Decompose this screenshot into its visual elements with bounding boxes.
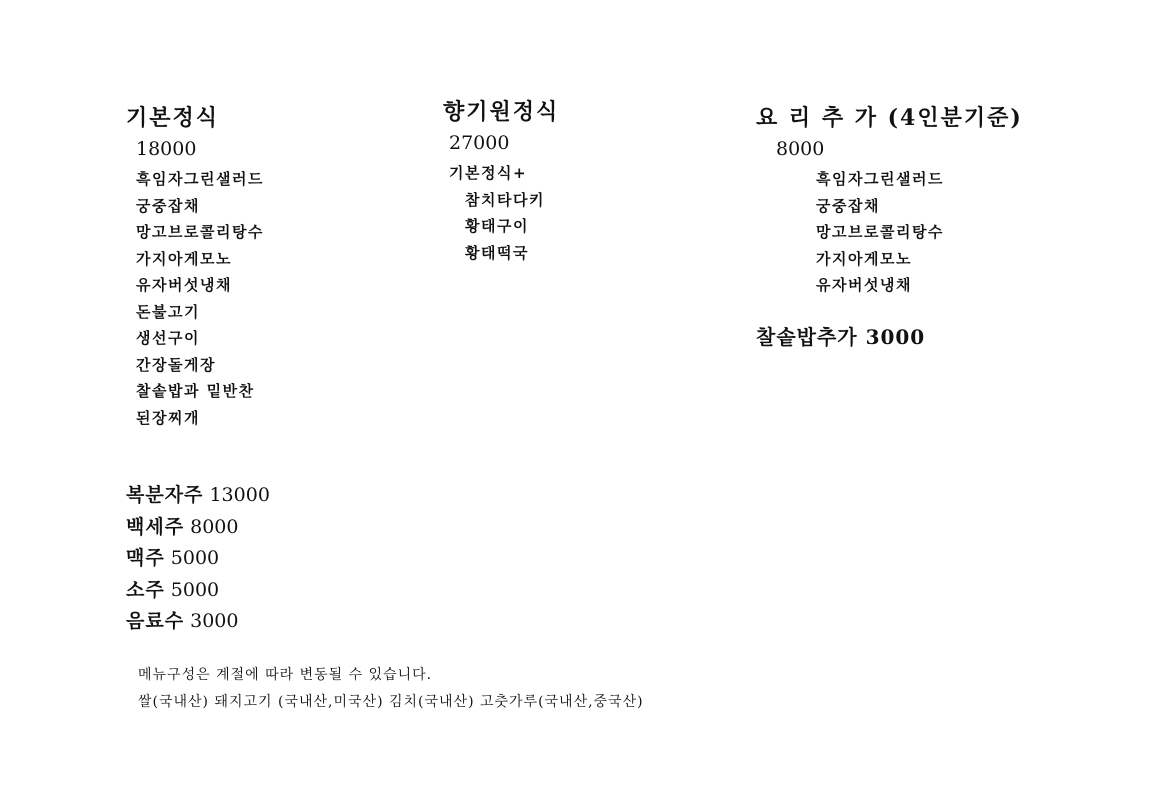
rice-addition: 찰솥밥추가 3000: [756, 324, 926, 349]
extra-dish-title: 요 리 추 가 (4인분기준): [756, 105, 1023, 131]
menu-item: 참치타다키: [465, 190, 545, 209]
extra-dish-price: 8000: [776, 138, 825, 160]
drink-name: 백세주: [126, 515, 185, 538]
menu-item: 가지아게모노: [136, 249, 232, 268]
basic-set-price: 18000: [136, 138, 197, 160]
drink-name: 소주: [126, 578, 165, 601]
menu-item: 궁중잡채: [816, 196, 880, 215]
basic-set-section: [126, 104, 406, 431]
drink-price: 13000: [209, 484, 270, 506]
menu-item: 망고브로콜리탕수: [816, 223, 944, 241]
menu-item: 생선구이: [136, 329, 200, 347]
hyanggiwon-set-items: [443, 160, 703, 266]
menu-item: 간장돌게장: [136, 355, 216, 374]
drink-row: [126, 512, 426, 544]
menu-item: 유자버섯냉채: [136, 276, 232, 294]
menu-item: 가지아게모노: [816, 249, 912, 268]
drink-price: 5000: [170, 578, 220, 601]
menu-item: 기본정식+: [449, 164, 528, 182]
menu-item: 흑임자그린샐러드: [816, 170, 944, 188]
drink-price: 8000: [190, 515, 239, 538]
menu-item: 망고브로콜리탕수: [136, 223, 264, 241]
drink-price: 5000: [170, 547, 220, 569]
basic-set-items: [126, 166, 406, 431]
drink-name: 음료수: [126, 610, 185, 632]
drink-name: 복분자주: [126, 484, 204, 506]
menu-item: 된장찌개: [136, 408, 200, 427]
notes-section: [138, 662, 1038, 716]
drinks-section: [126, 480, 426, 638]
extra-dish-section: [756, 104, 1136, 351]
drink-price: 3000: [190, 610, 239, 632]
drink-row: [126, 480, 426, 512]
drink-row: [126, 575, 426, 607]
menu-item: 황태떡국: [465, 243, 529, 262]
menu-item: 유자버섯냉채: [816, 276, 912, 294]
hyanggiwon-set-title: 향기원정식: [443, 99, 560, 125]
drink-row: [126, 543, 426, 575]
extra-dish-items: [756, 166, 1136, 299]
drink-name: 맥주: [126, 547, 165, 569]
hyanggiwon-set-price: 27000: [449, 132, 510, 154]
hyanggiwon-set-section: [443, 98, 703, 266]
menu-item: 흑임자그린샐러드: [136, 170, 264, 188]
basic-set-title: 기본정식: [126, 105, 220, 131]
menu-item: 찰솥밥과 밑반찬: [136, 382, 255, 400]
menu-item: 돈불고기: [136, 302, 200, 321]
menu-item: 궁중잡채: [136, 196, 200, 215]
menu-change-note: 메뉴구성은 계절에 따라 변동될 수 있습니다.: [138, 667, 433, 683]
origin-note: 쌀(국내산) 돼지고기 (국내산,미국산) 김치(국내산) 고춧가루(국내산,중국산): [138, 694, 644, 710]
menu-item: 황태구이: [465, 217, 529, 235]
drink-row: [126, 606, 426, 638]
